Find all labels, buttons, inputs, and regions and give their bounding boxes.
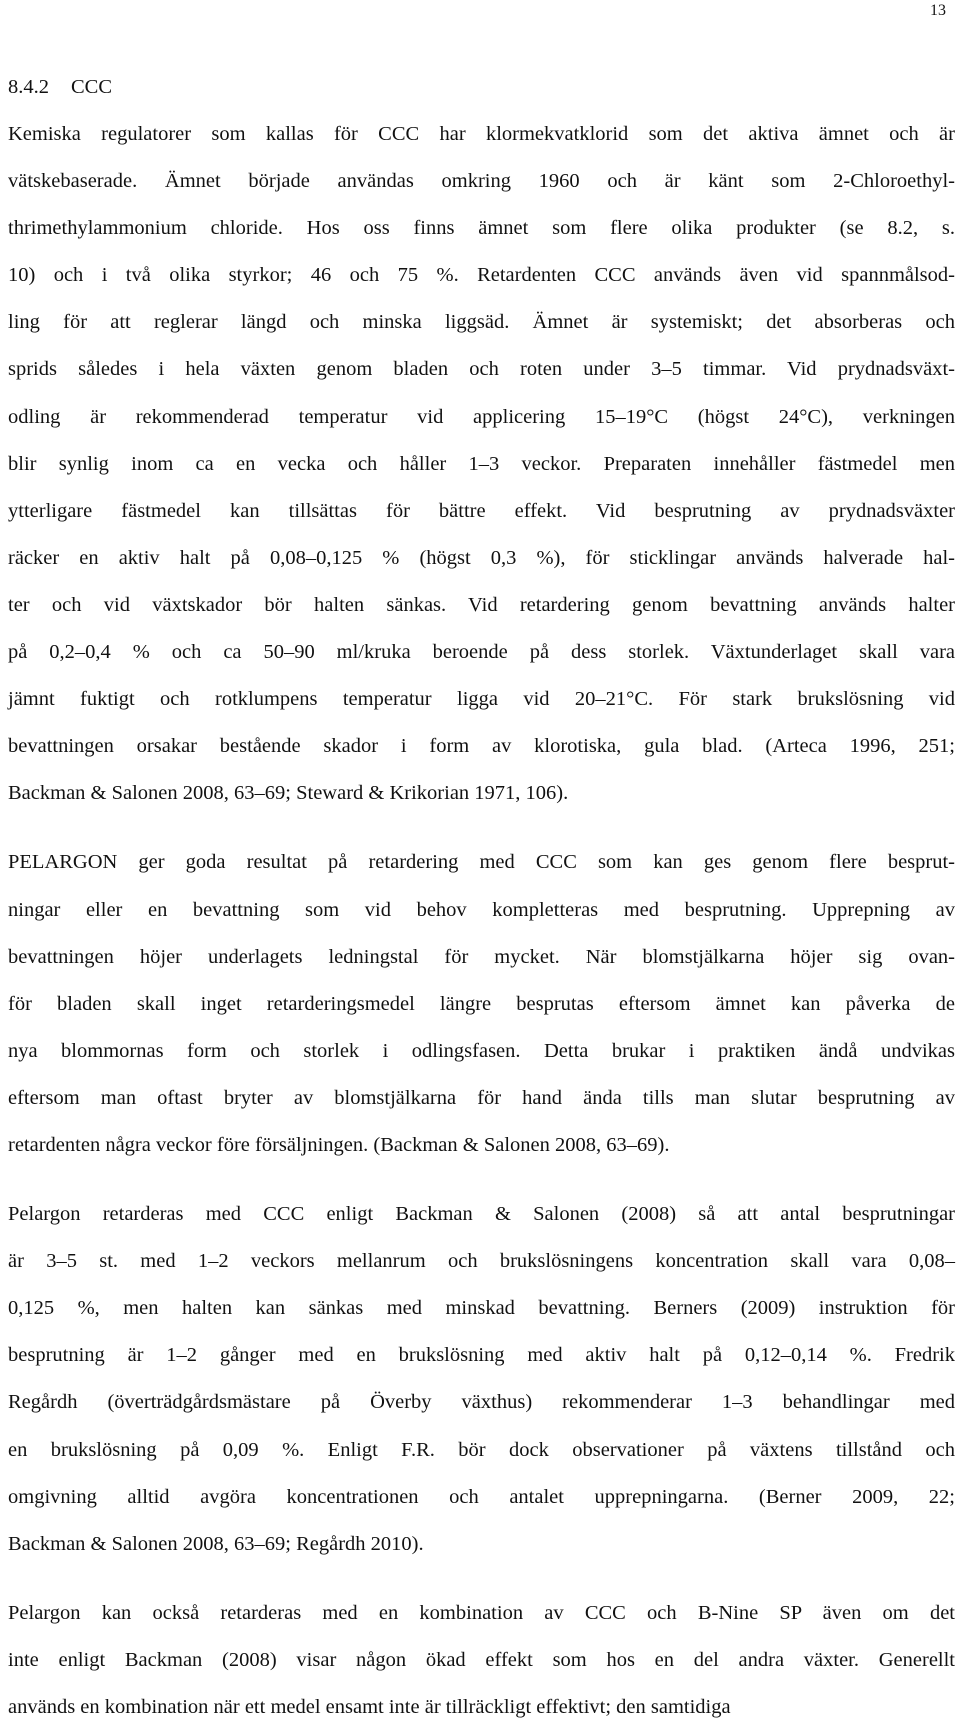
text-line: besprutning är 1–2 gånger med en brukslösning med aktiv halt på 0,12–0,14 %. Fredrik [8,1344,955,1367]
text-line: nya blommornas form och storlek i odlingsfasen. Detta brukar i praktiken ändå undvikas [8,1039,955,1062]
text-line: thrimethylammonium chloride. Hos oss finns ämnet som flere olika produkter (se 8.2, s. [8,217,955,240]
text-line: 10) och i två olika styrkor; 46 och 75 %. Retardenten CCC används även vid spannmålsod- [8,264,955,287]
text-line: blir synlig inom ca en vecka och håller 1–3 veckor. Preparaten innehåller fästmedel men [8,452,955,475]
text-line: används en kombination när ett medel ensamt inte är tillräckligt effektivt; den samtidiga [8,1696,731,1718]
text-line: ytterligare fästmedel kan tillsättas för bättre effekt. Vid besprutning av prydnadsväxter [8,499,955,522]
text-line: retardenten några veckor före försäljningen. (Backman & Salonen 2008, 63–69). [8,1133,670,1156]
paragraph-gap [8,1169,955,1191]
text-line: odling är rekommenderad temperatur vid applicering 15–19°C (högst 24°C), verkningen [8,405,955,428]
text-line: ling för att reglerar längd och minska liggsäd. Ämnet är systemiskt; det absorberas och [8,311,955,334]
text-line: på 0,2–0,4 % och ca 50–90 ml/kruka beroende på dess storlek. Växtunderlaget skall vara [8,641,955,664]
text-line: bevattningen höjer underlagets ledningstal för mycket. När blomstjälkarna höjer sig ovan- [8,945,955,968]
text-line: bevattningen orsakar bestående skador i form av klorotiska, gula blad. (Arteca 1996, 251; [8,735,955,758]
text-line: för bladen skall inget retarderingsmedel längre besprutas eftersom ämnet kan påverka de [8,992,955,1015]
document-body [8,64,955,1731]
text-line: Pelargon kan också retarderas med en kombination av CCC och B-Nine SP även om det [8,1601,955,1624]
text-line: PELARGON ger goda resultat på retardering med CCC som kan ges genom flere besprut- [8,851,955,874]
paragraph [8,839,955,1169]
text-line: omgivning alltid avgöra koncentrationen och antalet upprepningarna. (Berner 2009, 22; [8,1485,955,1508]
text-line: är 3–5 st. med 1–2 veckors mellanrum och brukslösningens koncentration skall vara 0,08– [8,1250,955,1273]
text-line: ter och vid växtskador bör halten sänkas. Vid retardering genom bevattning används halter [8,593,955,616]
text-line: en brukslösning på 0,09 %. Enligt F.R. bör dock observationer på växtens tillstånd och [8,1438,955,1461]
text-line: ningar eller en bevattning som vid behov kompletteras med besprutning. Upprepning av [8,898,955,921]
text-line: Backman & Salonen 2008, 63–69; Regårdh 2010). [8,1532,424,1555]
paragraph-gap [8,1568,955,1590]
text-line: Kemiska regulatorer som kallas för CCC har klormekvatklorid som det aktiva ämnet och är [8,123,955,145]
paragraph [8,1590,955,1731]
text-line: Pelargon retarderas med CCC enligt Backman & Salonen (2008) så att antal besprutningar [8,1203,955,1226]
page-number: 13 [930,2,946,19]
paragraph-gap [8,817,955,839]
text-line: eftersom man oftast bryter av blomstjälkarna för hand ända tills man slutar besprutning av [8,1086,955,1109]
section-title: CCC [71,76,113,98]
text-line: inte enligt Backman (2008) visar någon ökad effekt som hos en del andra växter. Generellt [8,1648,955,1671]
text-line: jämnt fuktigt och rotklumpens temperatur ligga vid 20–21°C. För stark brukslösning vid [8,688,955,711]
text-line: sprids således i hela växten genom bladen och roten under 3–5 timmar. Vid prydnadsväxt- [8,358,955,381]
paragraph [8,1191,955,1568]
text-line: vätskebaserade. Ämnet började användas omkring 1960 och är känt som 2-Chloroethyl- [8,170,955,193]
text-line: räcker en aktiv halt på 0,08–0,125 % (högst 0,3 %), för sticklingar används halverade hal- [8,546,955,569]
section-heading [8,64,955,111]
paragraph [8,111,955,817]
text-line: Regårdh (överträdgårdsmästare på Överby växthus) rekommenderar 1–3 behandlingar med [8,1391,955,1414]
section-number: 8.4.2 [8,76,49,98]
text-line: Backman & Salonen 2008, 63–69; Steward & Krikorian 1971, 106). [8,782,569,805]
paragraphs-container [8,111,955,1731]
text-line: 0,125 %, men halten kan sänkas med minskad bevattning. Berners (2009) instruktion för [8,1297,955,1320]
